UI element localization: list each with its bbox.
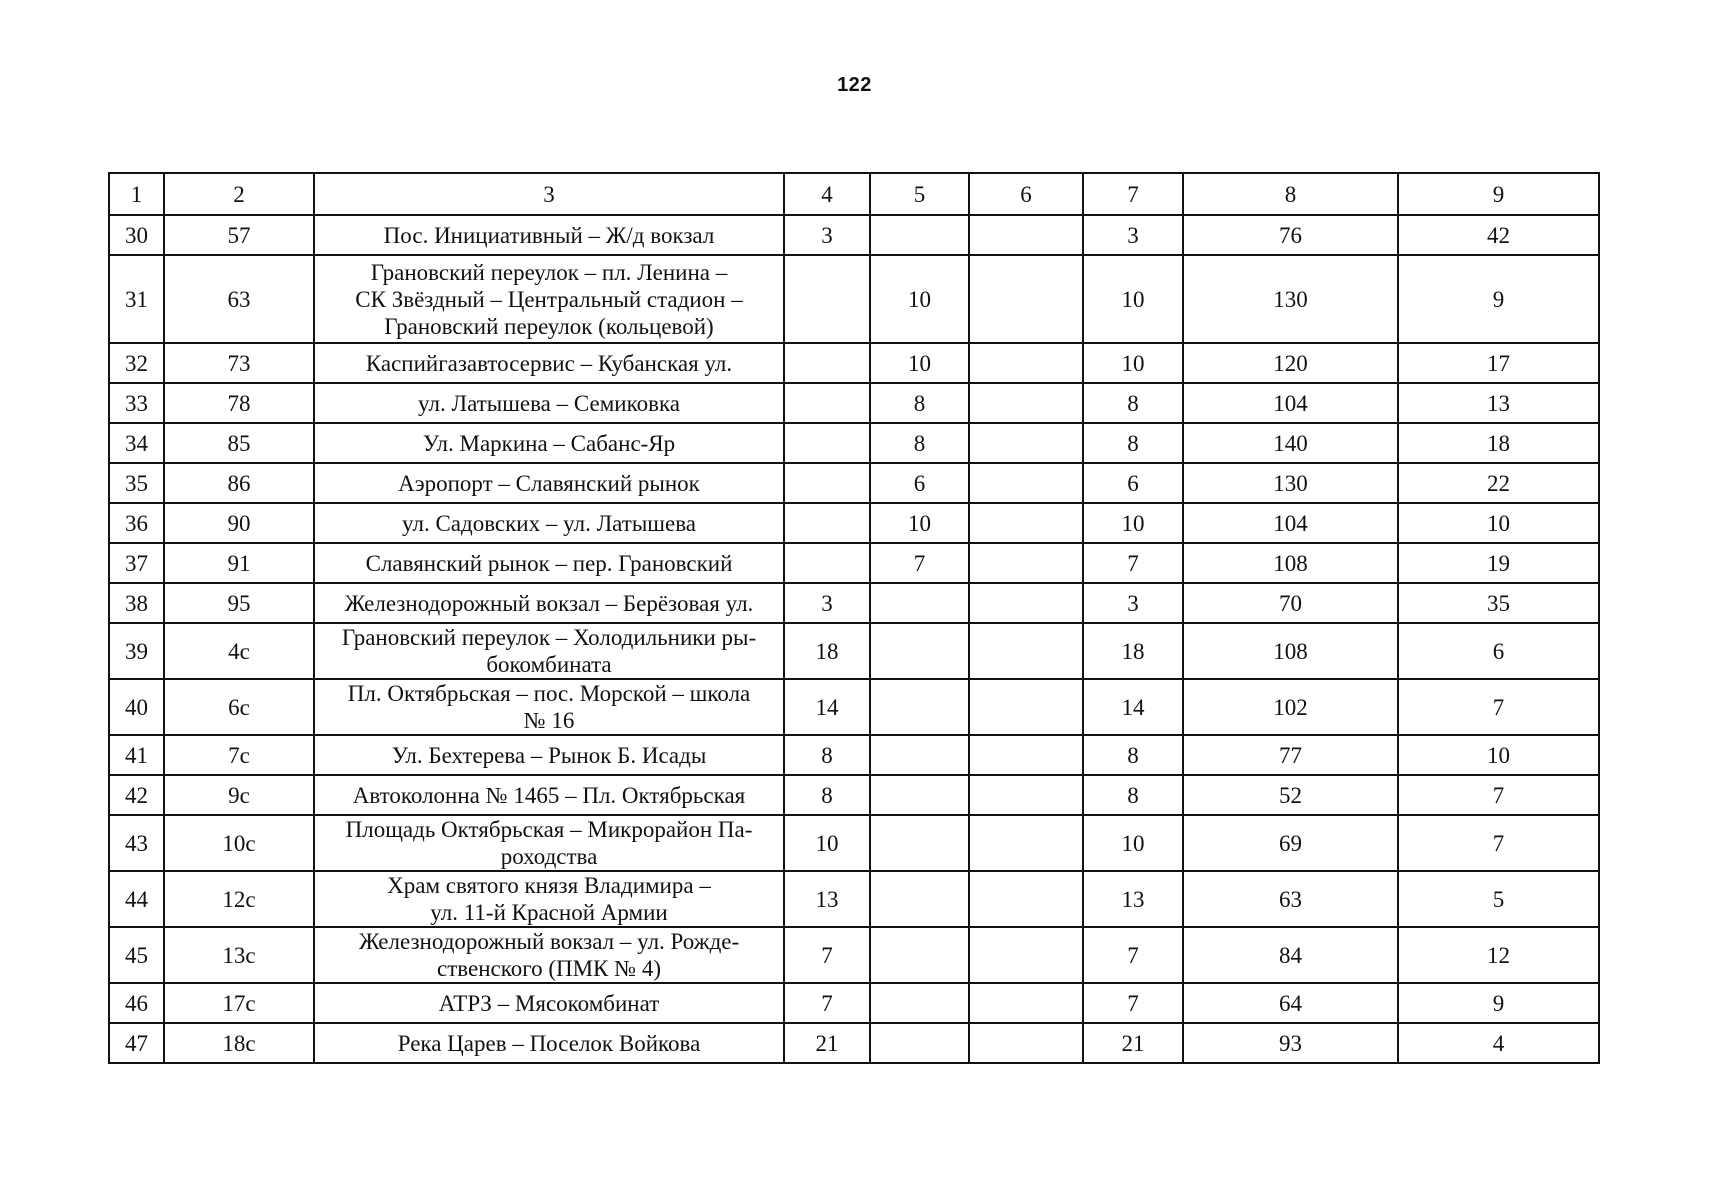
route-number-cell: 73: [164, 343, 314, 383]
col8-cell: 108: [1183, 543, 1398, 583]
col6-cell: [969, 815, 1083, 871]
col8-cell: 70: [1183, 583, 1398, 623]
route-number-cell: 57: [164, 215, 314, 255]
col4-cell: [784, 255, 870, 343]
col6-cell: [969, 871, 1083, 927]
route-number-cell: 63: [164, 255, 314, 343]
page-number: 122: [837, 74, 872, 96]
col7-cell: 18: [1083, 623, 1183, 679]
table-row: [109, 583, 1599, 623]
route-number-cell: 85: [164, 423, 314, 463]
table-row: [109, 623, 1599, 679]
col8-cell: 130: [1183, 463, 1398, 503]
table-row: [109, 383, 1599, 423]
col7-cell: 3: [1083, 583, 1183, 623]
route-name-cell: Славянский рынок – пер. Грановский: [314, 543, 784, 583]
table-row: [109, 983, 1599, 1023]
col6-cell: [969, 927, 1083, 983]
column-header: 3: [314, 173, 784, 215]
col9-cell: 18: [1398, 423, 1599, 463]
route-name-cell: Железнодорожный вокзал – Берёзовая ул.: [314, 583, 784, 623]
col4-cell: [784, 423, 870, 463]
row-number-cell: 30: [109, 215, 164, 255]
col9-cell: 35: [1398, 583, 1599, 623]
col6-cell: [969, 215, 1083, 255]
col4-cell: [784, 383, 870, 423]
column-header: 5: [870, 173, 969, 215]
column-header: 1: [109, 173, 164, 215]
col4-cell: 10: [784, 815, 870, 871]
col8-cell: 64: [1183, 983, 1398, 1023]
col8-cell: 76: [1183, 215, 1398, 255]
col4-cell: 7: [784, 983, 870, 1023]
col7-cell: 10: [1083, 343, 1183, 383]
col8-cell: 93: [1183, 1023, 1398, 1063]
col8-cell: 130: [1183, 255, 1398, 343]
route-number-cell: 90: [164, 503, 314, 543]
col9-cell: 4: [1398, 1023, 1599, 1063]
route-name-cell: Железнодорожный вокзал – ул. Рожде- ственского (ПМК № 4): [314, 927, 784, 983]
col4-cell: [784, 543, 870, 583]
col6-cell: [969, 775, 1083, 815]
column-header: 8: [1183, 173, 1398, 215]
table-row: [109, 815, 1599, 871]
col5-cell: 6: [870, 463, 969, 503]
col7-cell: 7: [1083, 983, 1183, 1023]
route-name-cell: Автоколонна № 1465 – Пл. Октябрьская: [314, 775, 784, 815]
route-name-cell: Пл. Октябрьская – пос. Морской – школа № 16: [314, 679, 784, 735]
col5-cell: 10: [870, 255, 969, 343]
route-number-cell: 91: [164, 543, 314, 583]
col9-cell: 13: [1398, 383, 1599, 423]
column-header: 9: [1398, 173, 1599, 215]
table-row: [109, 343, 1599, 383]
col9-cell: 7: [1398, 815, 1599, 871]
row-number-cell: 44: [109, 871, 164, 927]
col9-cell: 5: [1398, 871, 1599, 927]
col7-cell: 13: [1083, 871, 1183, 927]
col9-cell: 9: [1398, 255, 1599, 343]
route-name-cell: ул. Садовских – ул. Латышева: [314, 503, 784, 543]
col7-cell: 8: [1083, 735, 1183, 775]
col8-cell: 102: [1183, 679, 1398, 735]
col8-cell: 63: [1183, 871, 1398, 927]
route-name-cell: Река Царев – Поселок Войкова: [314, 1023, 784, 1063]
col6-cell: [969, 679, 1083, 735]
table-row: [109, 423, 1599, 463]
col9-cell: 17: [1398, 343, 1599, 383]
route-name-cell: АТРЗ – Мясокомбинат: [314, 983, 784, 1023]
col5-cell: [870, 927, 969, 983]
col8-cell: 104: [1183, 383, 1398, 423]
row-number-cell: 37: [109, 543, 164, 583]
row-number-cell: 34: [109, 423, 164, 463]
route-name-cell: Грановский переулок – пл. Ленина – СК Звёздный – Центральный стадион – Грановский переулок (кольцевой): [314, 255, 784, 343]
route-number-cell: 18с: [164, 1023, 314, 1063]
row-number-cell: 31: [109, 255, 164, 343]
col5-cell: [870, 1023, 969, 1063]
routes-table-body: [109, 173, 1599, 1063]
col6-cell: [969, 423, 1083, 463]
col4-cell: 3: [784, 583, 870, 623]
col8-cell: 120: [1183, 343, 1398, 383]
col5-cell: 10: [870, 343, 969, 383]
row-number-cell: 41: [109, 735, 164, 775]
table-row: [109, 463, 1599, 503]
col4-cell: [784, 343, 870, 383]
column-header: 2: [164, 173, 314, 215]
col5-cell: [870, 815, 969, 871]
route-number-cell: 7с: [164, 735, 314, 775]
col5-cell: [870, 215, 969, 255]
route-name-cell: Площадь Октябрьская – Микрорайон Па- роходства: [314, 815, 784, 871]
col9-cell: 10: [1398, 735, 1599, 775]
table-row: [109, 503, 1599, 543]
route-number-cell: 13с: [164, 927, 314, 983]
col7-cell: 10: [1083, 255, 1183, 343]
table-row: [109, 1023, 1599, 1063]
col4-cell: 8: [784, 735, 870, 775]
col7-cell: 8: [1083, 423, 1183, 463]
row-number-cell: 42: [109, 775, 164, 815]
col9-cell: 7: [1398, 679, 1599, 735]
col7-cell: 7: [1083, 543, 1183, 583]
col5-cell: [870, 775, 969, 815]
row-number-cell: 39: [109, 623, 164, 679]
table-header-row: [109, 173, 1599, 215]
row-number-cell: 33: [109, 383, 164, 423]
col5-cell: [870, 623, 969, 679]
col5-cell: [870, 679, 969, 735]
col5-cell: [870, 983, 969, 1023]
col6-cell: [969, 543, 1083, 583]
col6-cell: [969, 583, 1083, 623]
col7-cell: 8: [1083, 383, 1183, 423]
route-number-cell: 78: [164, 383, 314, 423]
route-name-cell: Ул. Маркина – Сабанс-Яр: [314, 423, 784, 463]
route-number-cell: 9с: [164, 775, 314, 815]
col8-cell: 108: [1183, 623, 1398, 679]
col7-cell: 14: [1083, 679, 1183, 735]
table-row: [109, 871, 1599, 927]
route-name-cell: Ул. Бехтерева – Рынок Б. Исады: [314, 735, 784, 775]
col9-cell: 10: [1398, 503, 1599, 543]
col5-cell: 8: [870, 423, 969, 463]
col4-cell: 21: [784, 1023, 870, 1063]
row-number-cell: 46: [109, 983, 164, 1023]
table-row: [109, 927, 1599, 983]
col8-cell: 52: [1183, 775, 1398, 815]
col4-cell: 18: [784, 623, 870, 679]
col8-cell: 77: [1183, 735, 1398, 775]
col4-cell: 7: [784, 927, 870, 983]
col9-cell: 12: [1398, 927, 1599, 983]
col6-cell: [969, 983, 1083, 1023]
col9-cell: 9: [1398, 983, 1599, 1023]
column-header: 7: [1083, 173, 1183, 215]
col4-cell: [784, 503, 870, 543]
route-number-cell: 4с: [164, 623, 314, 679]
col9-cell: 19: [1398, 543, 1599, 583]
col8-cell: 84: [1183, 927, 1398, 983]
table-row: [109, 775, 1599, 815]
col4-cell: 8: [784, 775, 870, 815]
row-number-cell: 45: [109, 927, 164, 983]
col4-cell: [784, 463, 870, 503]
row-number-cell: 47: [109, 1023, 164, 1063]
route-number-cell: 17с: [164, 983, 314, 1023]
col6-cell: [969, 463, 1083, 503]
route-number-cell: 95: [164, 583, 314, 623]
col7-cell: 8: [1083, 775, 1183, 815]
col7-cell: 10: [1083, 503, 1183, 543]
col5-cell: 10: [870, 503, 969, 543]
row-number-cell: 32: [109, 343, 164, 383]
table-row: [109, 543, 1599, 583]
table-row: [109, 215, 1599, 255]
route-number-cell: 86: [164, 463, 314, 503]
route-number-cell: 10с: [164, 815, 314, 871]
col4-cell: 3: [784, 215, 870, 255]
col6-cell: [969, 503, 1083, 543]
col9-cell: 6: [1398, 623, 1599, 679]
route-name-cell: Каспийгазавтосервис – Кубанская ул.: [314, 343, 784, 383]
col5-cell: 8: [870, 383, 969, 423]
table-row: [109, 255, 1599, 343]
route-number-cell: 6с: [164, 679, 314, 735]
route-name-cell: Храм святого князя Владимира – ул. 11-й Красной Армии: [314, 871, 784, 927]
col7-cell: 10: [1083, 815, 1183, 871]
route-name-cell: ул. Латышева – Семиковка: [314, 383, 784, 423]
col7-cell: 3: [1083, 215, 1183, 255]
col6-cell: [969, 623, 1083, 679]
row-number-cell: 36: [109, 503, 164, 543]
col4-cell: 14: [784, 679, 870, 735]
row-number-cell: 38: [109, 583, 164, 623]
route-number-cell: 12с: [164, 871, 314, 927]
col9-cell: 7: [1398, 775, 1599, 815]
col5-cell: [870, 583, 969, 623]
row-number-cell: 43: [109, 815, 164, 871]
col9-cell: 22: [1398, 463, 1599, 503]
col6-cell: [969, 255, 1083, 343]
column-header: 4: [784, 173, 870, 215]
table-row: [109, 735, 1599, 775]
col7-cell: 6: [1083, 463, 1183, 503]
column-header: 6: [969, 173, 1083, 215]
row-number-cell: 40: [109, 679, 164, 735]
col6-cell: [969, 343, 1083, 383]
col6-cell: [969, 735, 1083, 775]
col8-cell: 140: [1183, 423, 1398, 463]
table-row: [109, 679, 1599, 735]
col7-cell: 7: [1083, 927, 1183, 983]
col6-cell: [969, 1023, 1083, 1063]
col5-cell: [870, 871, 969, 927]
col9-cell: 42: [1398, 215, 1599, 255]
routes-table: [108, 172, 1600, 1064]
route-name-cell: Аэропорт – Славянский рынок: [314, 463, 784, 503]
col5-cell: 7: [870, 543, 969, 583]
col4-cell: 13: [784, 871, 870, 927]
row-number-cell: 35: [109, 463, 164, 503]
col8-cell: 69: [1183, 815, 1398, 871]
col7-cell: 21: [1083, 1023, 1183, 1063]
route-name-cell: Пос. Инициативный – Ж/д вокзал: [314, 215, 784, 255]
route-name-cell: Грановский переулок – Холодильники ры- бокомбината: [314, 623, 784, 679]
col8-cell: 104: [1183, 503, 1398, 543]
col5-cell: [870, 735, 969, 775]
col6-cell: [969, 383, 1083, 423]
